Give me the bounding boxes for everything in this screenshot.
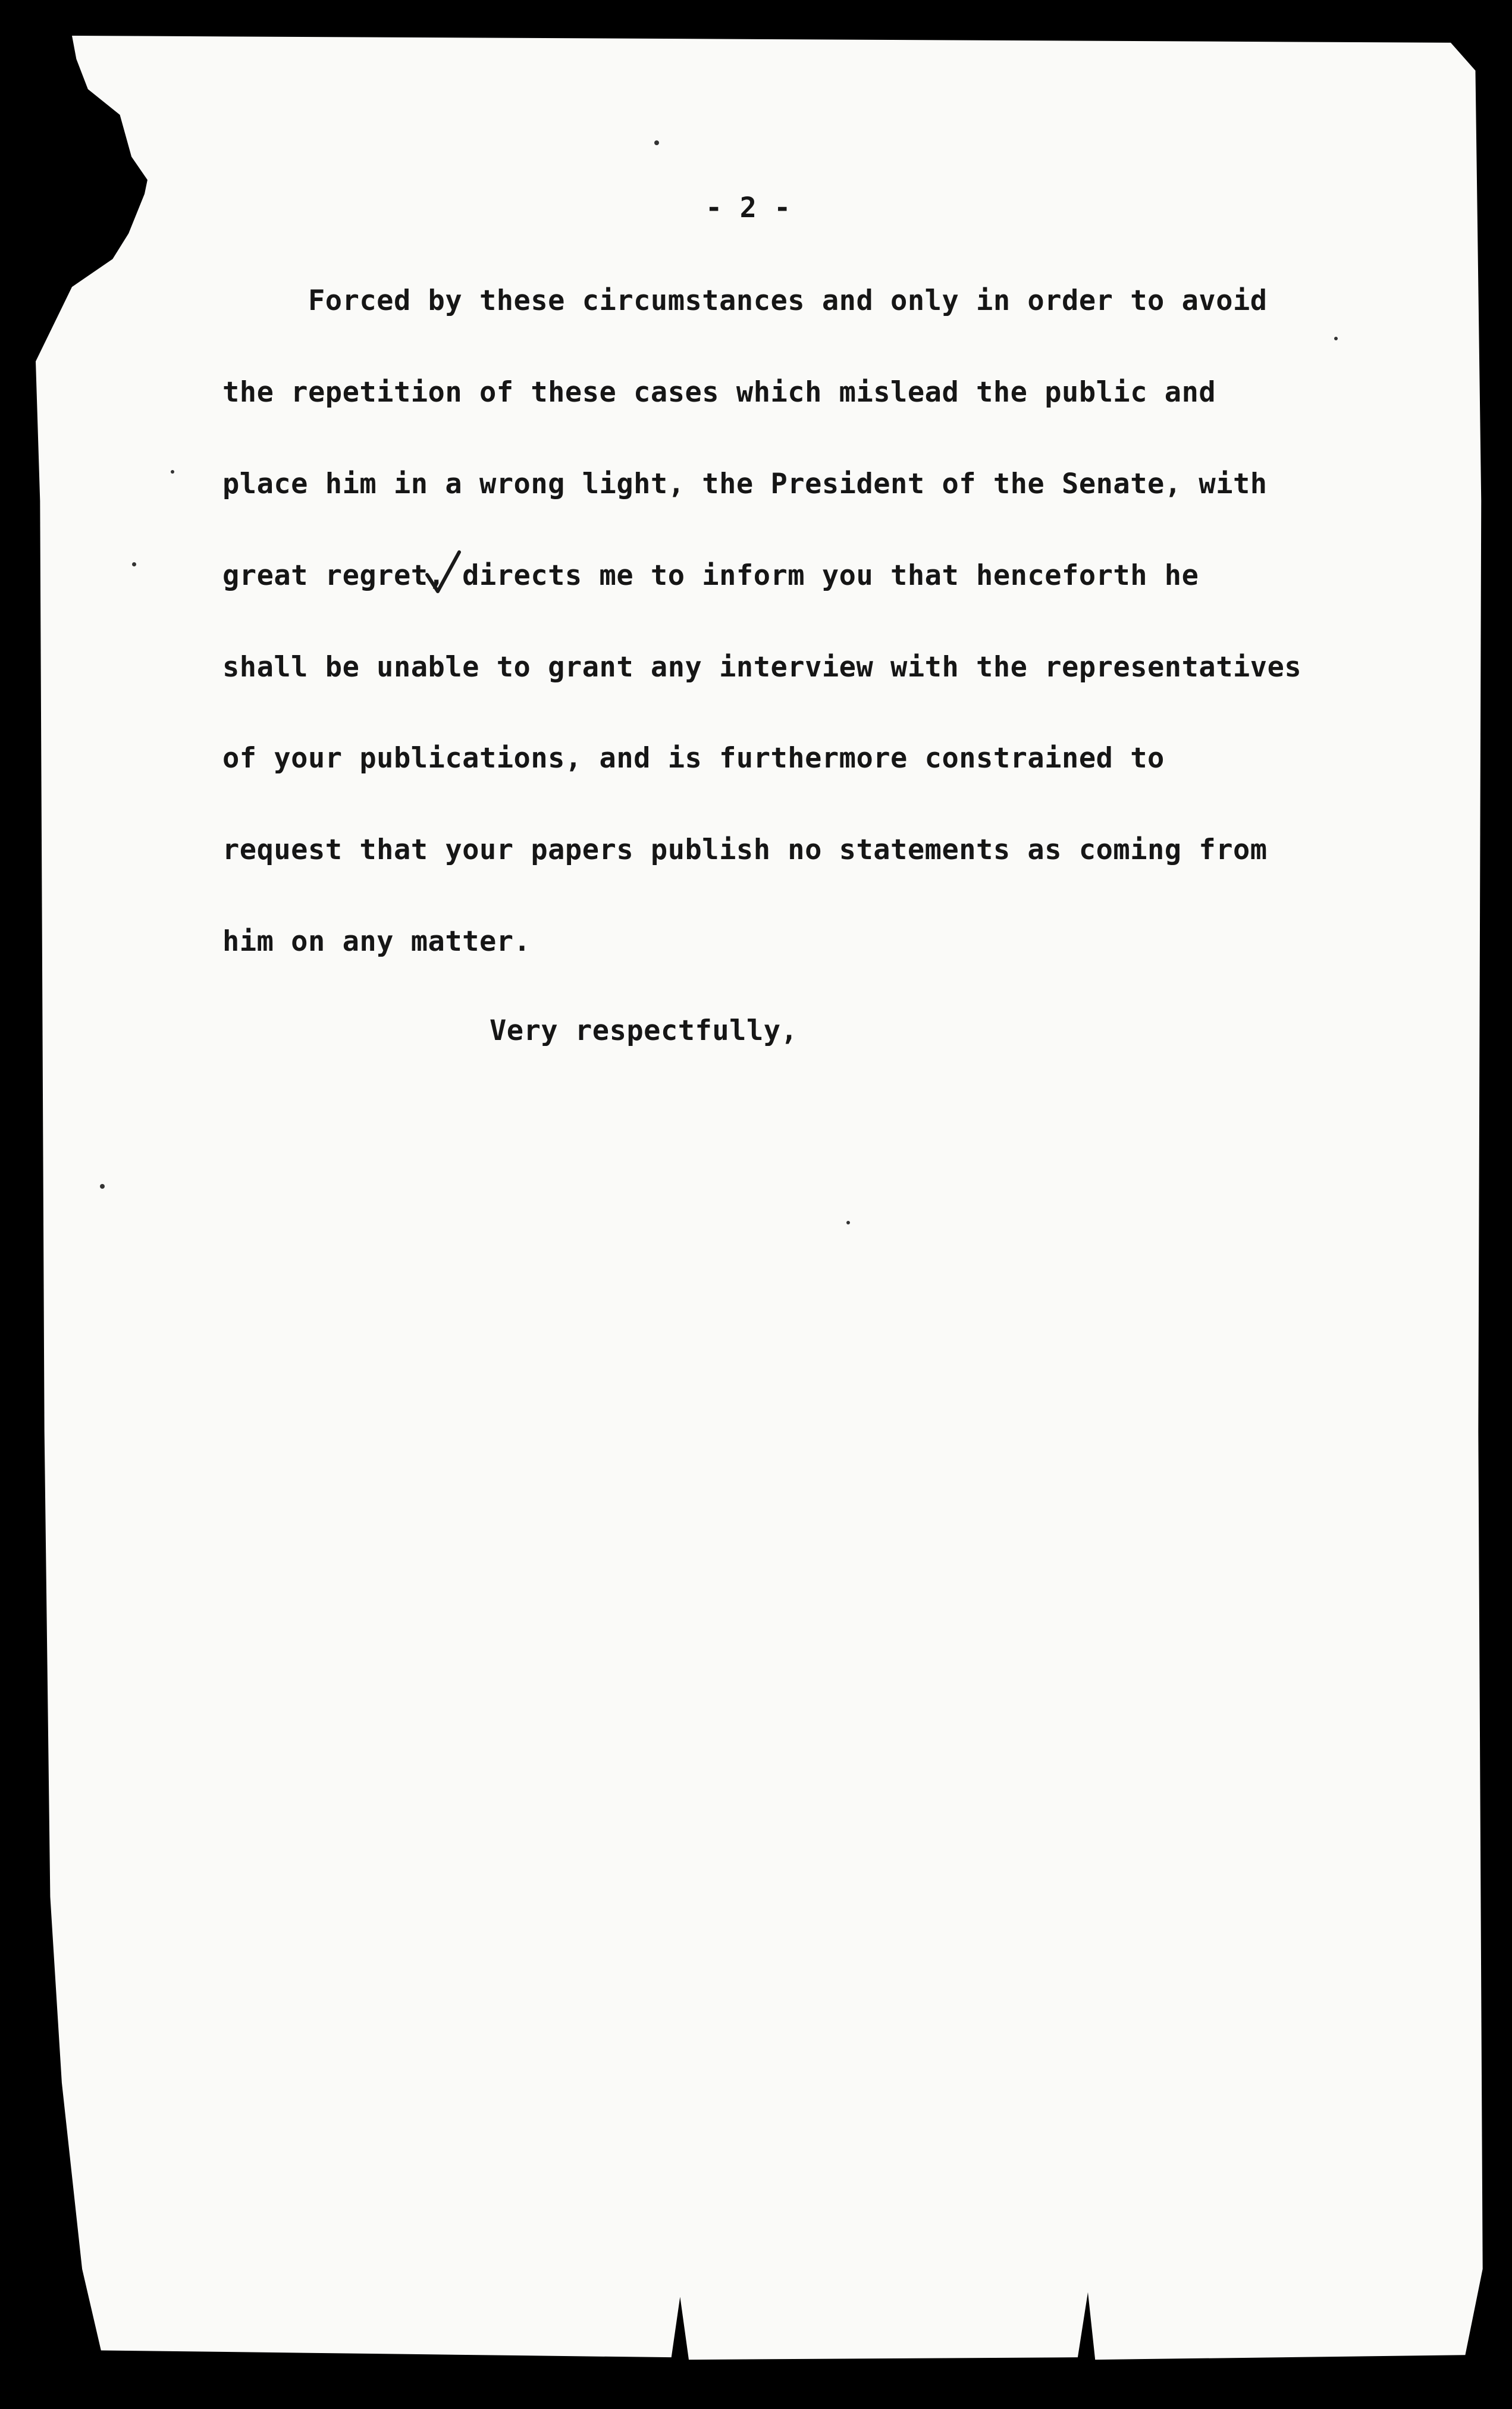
paper-speck bbox=[132, 562, 136, 566]
page-number: - 2 - bbox=[705, 192, 791, 224]
handwritten-check-mark bbox=[422, 549, 464, 596]
body-line-2: the repetition of these cases which mislead the public and bbox=[222, 376, 1216, 409]
body-line-1: Forced by these circumstances and only in order to avoid bbox=[222, 284, 1268, 317]
body-line-5: shall be unable to grant any interview with the representatives bbox=[222, 651, 1302, 684]
body-line-4: great regret, directs me to inform you that henceforth he bbox=[222, 559, 1199, 592]
body-line-6: of your publications, and is furthermore constrained to bbox=[222, 742, 1165, 775]
body-line-8: him on any matter. bbox=[222, 925, 531, 958]
body-line-3: place him in a wrong light, the President of the Senate, with bbox=[222, 468, 1268, 500]
closing-salutation: Very respectfully, bbox=[490, 1014, 798, 1047]
body-line-7: request that your papers publish no statements as coming from bbox=[222, 834, 1268, 866]
paper-speck bbox=[1334, 337, 1338, 340]
paper-speck bbox=[100, 1184, 105, 1189]
paper-speck bbox=[846, 1221, 850, 1224]
paper-speck bbox=[171, 470, 174, 474]
paper-speck bbox=[654, 140, 659, 145]
